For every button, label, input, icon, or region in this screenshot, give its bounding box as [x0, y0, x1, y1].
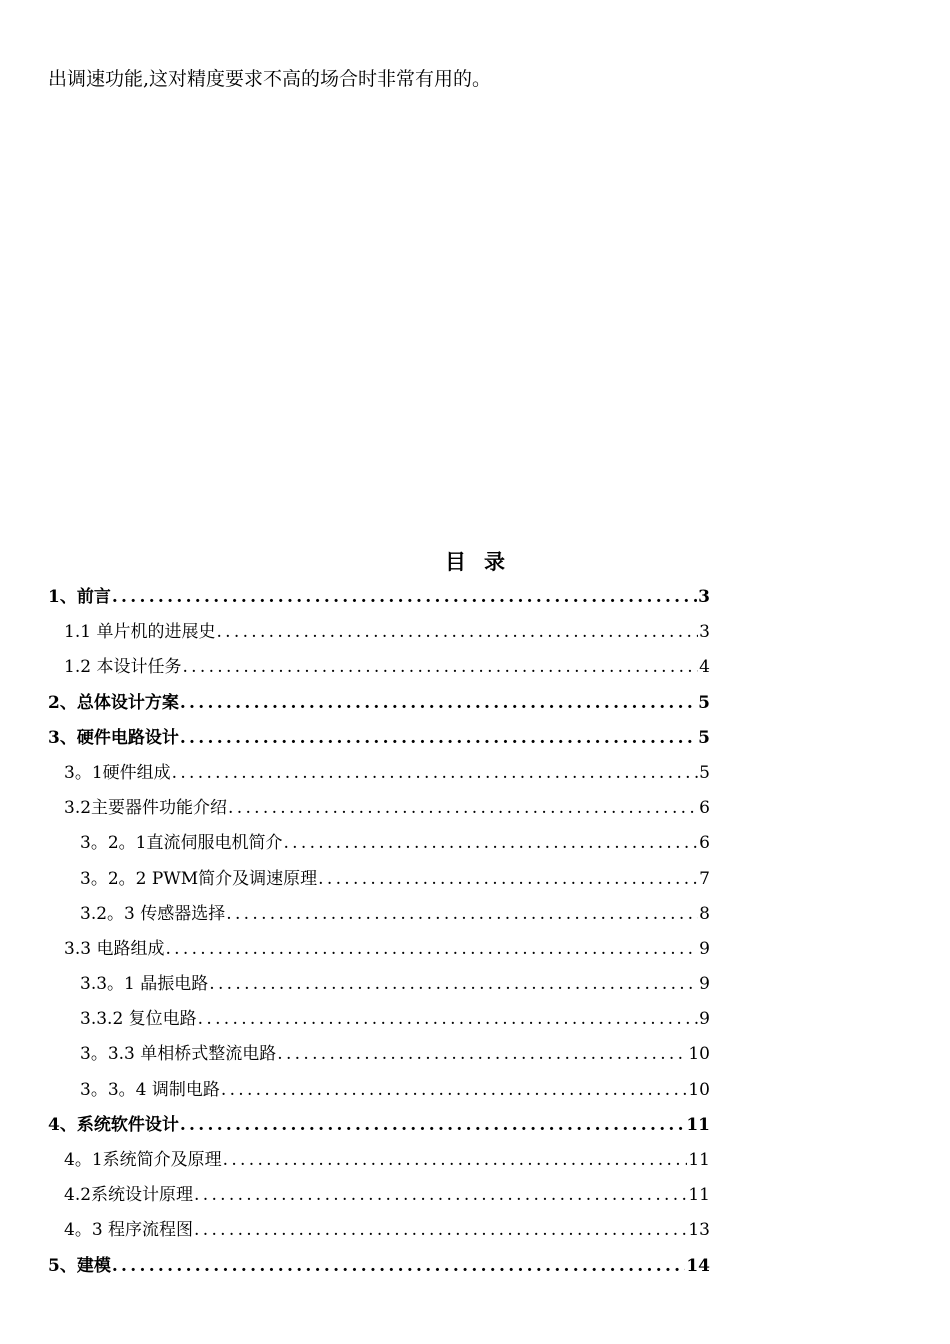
- toc-page-number: 4: [699, 657, 710, 678]
- toc-page-number: 13: [688, 1220, 710, 1241]
- toc-leader-dots: [277, 1037, 687, 1072]
- toc-leader-dots: [180, 721, 697, 756]
- toc-entry[interactable]: [48, 932, 710, 967]
- toc-leader-dots: [226, 897, 698, 932]
- toc-entry[interactable]: [48, 791, 710, 826]
- toc-leader-dots: [221, 1073, 688, 1108]
- toc-page-number: 7: [699, 868, 710, 889]
- toc-entry-label: 4。1系统简介及原理: [64, 1150, 222, 1170]
- toc-entry-label: 3、硬件电路设计: [48, 727, 179, 748]
- toc-entry-label: 3.2主要器件功能介绍: [64, 798, 228, 819]
- toc-leader-dots: [172, 756, 699, 791]
- toc-entry[interactable]: [48, 1002, 710, 1037]
- toc-leader-dots: [194, 1213, 687, 1248]
- toc-page-number: 6: [699, 798, 710, 819]
- toc-entry-label: 4。3 程序流程图: [64, 1220, 194, 1241]
- toc-leader-dots: [223, 1143, 688, 1178]
- toc-page-number: 5: [698, 692, 710, 713]
- toc-entry[interactable]: [48, 721, 710, 756]
- toc-page-number: 11: [688, 1185, 710, 1206]
- toc-entry-label: 3.2。3 传感器选择: [80, 903, 226, 924]
- toc-entry-label: 3.3。1 晶振电路: [80, 974, 209, 995]
- toc-leader-dots: [112, 580, 697, 615]
- toc-entry-label: 3.3 电路组成: [64, 938, 165, 959]
- toc-leader-dots: [165, 932, 698, 967]
- toc-page-number: 11: [686, 1114, 710, 1135]
- toc-page-number: 14: [686, 1255, 710, 1276]
- toc-leader-dots: [112, 1249, 685, 1284]
- toc-page-number: 3: [698, 587, 710, 607]
- toc-entry[interactable]: [48, 826, 710, 861]
- toc-entry[interactable]: [48, 650, 710, 685]
- toc-entry-label: 1.2 本设计任务: [64, 657, 182, 678]
- toc-entry-label: 2、总体设计方案: [48, 692, 179, 713]
- toc-entry-label: 5、建模: [48, 1255, 111, 1276]
- toc-title: 目录: [445, 549, 523, 574]
- toc-leader-dots: [180, 1108, 685, 1143]
- toc-page-number: 8: [699, 903, 710, 924]
- toc-leader-dots: [182, 650, 698, 685]
- toc-page-number: 10: [688, 1044, 710, 1065]
- toc-page-number: 6: [699, 833, 710, 854]
- intro-paragraph: 出调速功能,这对精度要求不高的场合时非常有用的。: [48, 68, 492, 90]
- toc-entry-label: 3。1硬件组成: [64, 762, 171, 783]
- toc-leader-dots: [180, 686, 697, 721]
- toc-page-number: 9: [699, 974, 710, 995]
- toc-page-number: 5: [699, 762, 710, 783]
- toc-page-number: 3: [699, 622, 710, 643]
- toc-entry[interactable]: [48, 1178, 710, 1213]
- toc-leader-dots: [318, 862, 698, 897]
- toc-leader-dots: [283, 826, 698, 861]
- toc-entry[interactable]: [48, 580, 710, 615]
- toc-entry[interactable]: [48, 1143, 710, 1178]
- toc-leader-dots: [228, 791, 698, 826]
- toc-entry[interactable]: [48, 686, 710, 721]
- toc-entry-label: 3。2。2 PWM简介及调速原理: [80, 868, 318, 889]
- toc-page-number: 9: [699, 1009, 710, 1030]
- toc-leader-dots: [209, 967, 698, 1002]
- toc-entry-label: 4、系统软件设计: [48, 1114, 179, 1135]
- toc-leader-dots: [198, 1002, 699, 1037]
- toc-page-number: 9: [699, 938, 710, 959]
- toc-entry[interactable]: [48, 756, 710, 791]
- toc-entry-label: 3。3.3 单相桥式整流电路: [80, 1044, 277, 1065]
- toc-entry-label: 1、前言: [48, 587, 111, 607]
- toc-entry-label: 4.2系统设计原理: [64, 1185, 194, 1206]
- toc-page-number: 11: [688, 1150, 710, 1170]
- toc-entry[interactable]: [48, 1037, 710, 1072]
- toc-entry[interactable]: [48, 862, 710, 897]
- toc-entry-label: 3.3.2 复位电路: [80, 1009, 197, 1030]
- toc-page-number: 10: [688, 1079, 710, 1100]
- toc-entry[interactable]: [48, 1213, 710, 1248]
- toc-entry[interactable]: [48, 615, 710, 650]
- toc-entry[interactable]: [48, 1073, 710, 1108]
- table-of-contents: [48, 580, 710, 1284]
- toc-entry-label: 1.1 单片机的进展史: [64, 622, 216, 643]
- toc-leader-dots: [216, 615, 698, 650]
- toc-entry[interactable]: [48, 967, 710, 1002]
- toc-entry-label: 3。3。4 调制电路: [80, 1079, 220, 1100]
- toc-entry[interactable]: [48, 897, 710, 932]
- toc-page-number: 5: [698, 727, 710, 748]
- toc-entry[interactable]: [48, 1108, 710, 1143]
- toc-entry-label: 3。2。1直流伺服电机简介: [80, 833, 283, 854]
- toc-leader-dots: [194, 1178, 687, 1213]
- toc-entry[interactable]: [48, 1249, 710, 1284]
